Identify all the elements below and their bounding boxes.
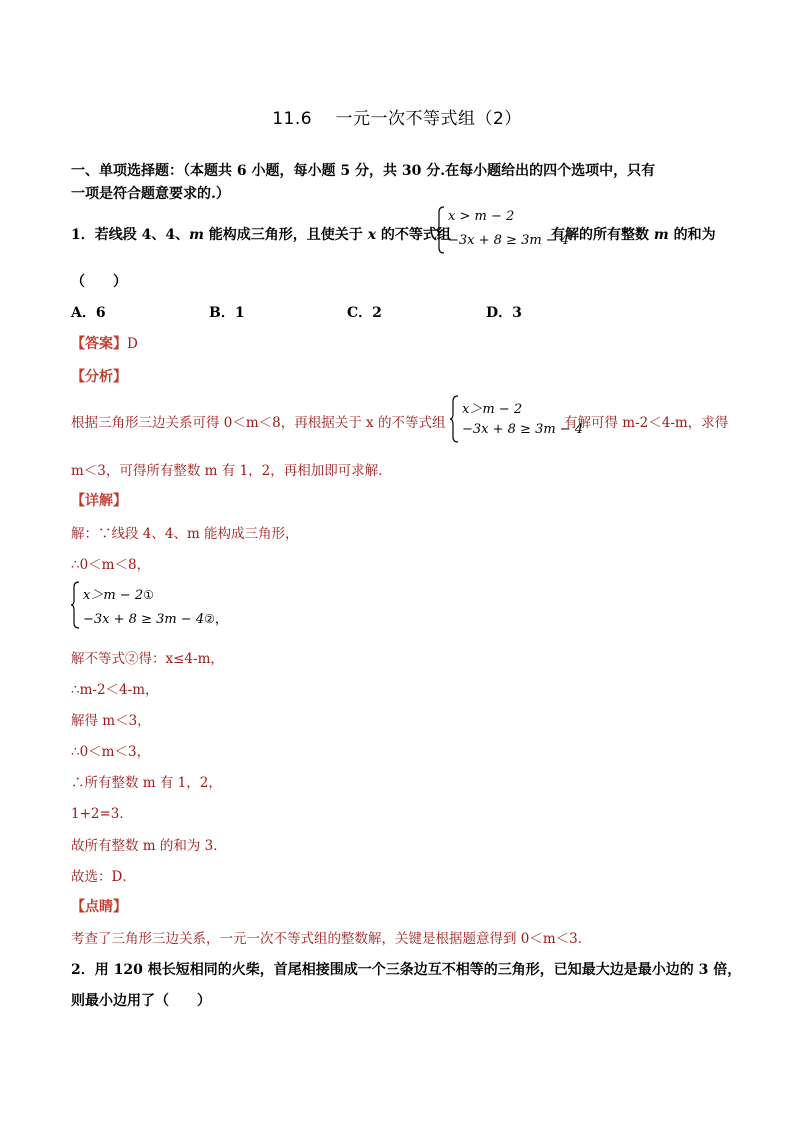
comment-tag: 【点睛】 [71,899,127,915]
answer-row [71,333,138,353]
detail-inequality-system [71,580,231,630]
question-1-stem-end [551,224,716,244]
detail-tag: 【详解】 [71,493,127,509]
option-b: B．1 [209,305,245,321]
analysis-line1-b: 有解可得 m-2＜4-m，求得 [564,415,729,431]
detail-sys-line2 [83,608,228,627]
detail-line-5: 解得 m＜3， [71,713,151,729]
q1-var-x: x [367,227,377,243]
left-brace-icon [436,205,446,255]
section-heading-line1: 一、单项选择题：（本题共 6 小题，每小题 5 分，共 30 分.在每小题给出的四个选项中，只有 [71,163,656,179]
left-brace-icon [71,580,81,630]
answer-tag: 【答案】 [71,336,127,352]
detail-line-1: 解：∵线段 4、4、m 能构成三角形， [71,526,299,542]
q1-mid: 能构成三角形，且使关于 [203,227,368,243]
detail-line-7: ∴所有整数 m 有 1，2， [71,775,222,791]
circle-one-mark: ① [143,588,154,602]
q1-prefix: 1．若线段 4、4、 [71,227,190,243]
option-d: D．3 [486,305,522,321]
q1-sys-line2: −3x + 8 ≥ 3m − 4 [448,233,570,248]
analysis-sys-line2: −3x + 8 ≥ 3m − 4 [462,422,584,437]
q1-var-m: m [189,227,204,243]
q1-suffix2: 的和为 [668,227,716,243]
section-heading-line2: 一项是符合题意要求的.） [71,186,230,202]
q1-answer-paren: （ ） [71,274,127,290]
question-2-line2: 则最小边用了（ ） [71,993,211,1009]
page-title: 11.6 一元一次不等式组（2） [272,109,522,129]
comment-text: 考查了三角形三边关系，一元一次不等式组的整数解，关键是根据题意得到 0＜m＜3． [71,931,592,947]
detail-line-4: ∴m-2＜4-m， [71,682,159,698]
detail-sys-line1 [83,584,154,603]
option-c: C．2 [347,305,382,321]
question-1-stem [71,224,451,244]
detail-line-2: ∴0＜m＜8， [71,557,151,573]
q1-suffix: 有解的所有整数 [551,227,654,243]
q1-var-m2: m [653,227,669,243]
detail-line-10: 故选：D． [71,869,136,885]
analysis-inequality-system [450,394,584,444]
q1-mid2: 的不等式组 [376,227,451,243]
detail-line-8: 1+2=3． [71,806,133,822]
detail-line-3: 解不等式②得：x≤4-m， [71,651,224,667]
circle-two-mark: ② [204,612,215,626]
detail-line-9: 故所有整数 m 的和为 3． [71,838,227,854]
analysis-tag: 【分析】 [71,369,127,385]
option-a: A．6 [71,305,106,321]
detail-sys-line1-text: x＞m − 2 [83,588,144,603]
analysis-line2: m＜3，可得所有整数 m 有 1，2，再相加即可求解． [71,463,392,479]
detail-sys-comma: ， [214,612,228,627]
q1-sys-line1: x > m − 2 [448,209,515,224]
left-brace-icon [450,394,460,444]
analysis-line1-a: 根据三角形三边关系可得 0＜m＜8，再根据关于 x 的不等式组 [71,415,446,431]
question-2-line1: 2．用 120 根长短相同的火柴，首尾相接围成一个三条边互不相等的三角形，已知最大边是最小边的 3 倍， [71,962,742,978]
answer-value: D [127,336,138,352]
q1-inequality-system [436,205,570,255]
analysis-sys-line1: x＞m − 2 [462,402,523,417]
detail-line-6: ∴0＜m＜3， [71,744,151,760]
detail-sys-line2-text: −3x + 8 ≥ 3m − 4 [83,612,205,627]
